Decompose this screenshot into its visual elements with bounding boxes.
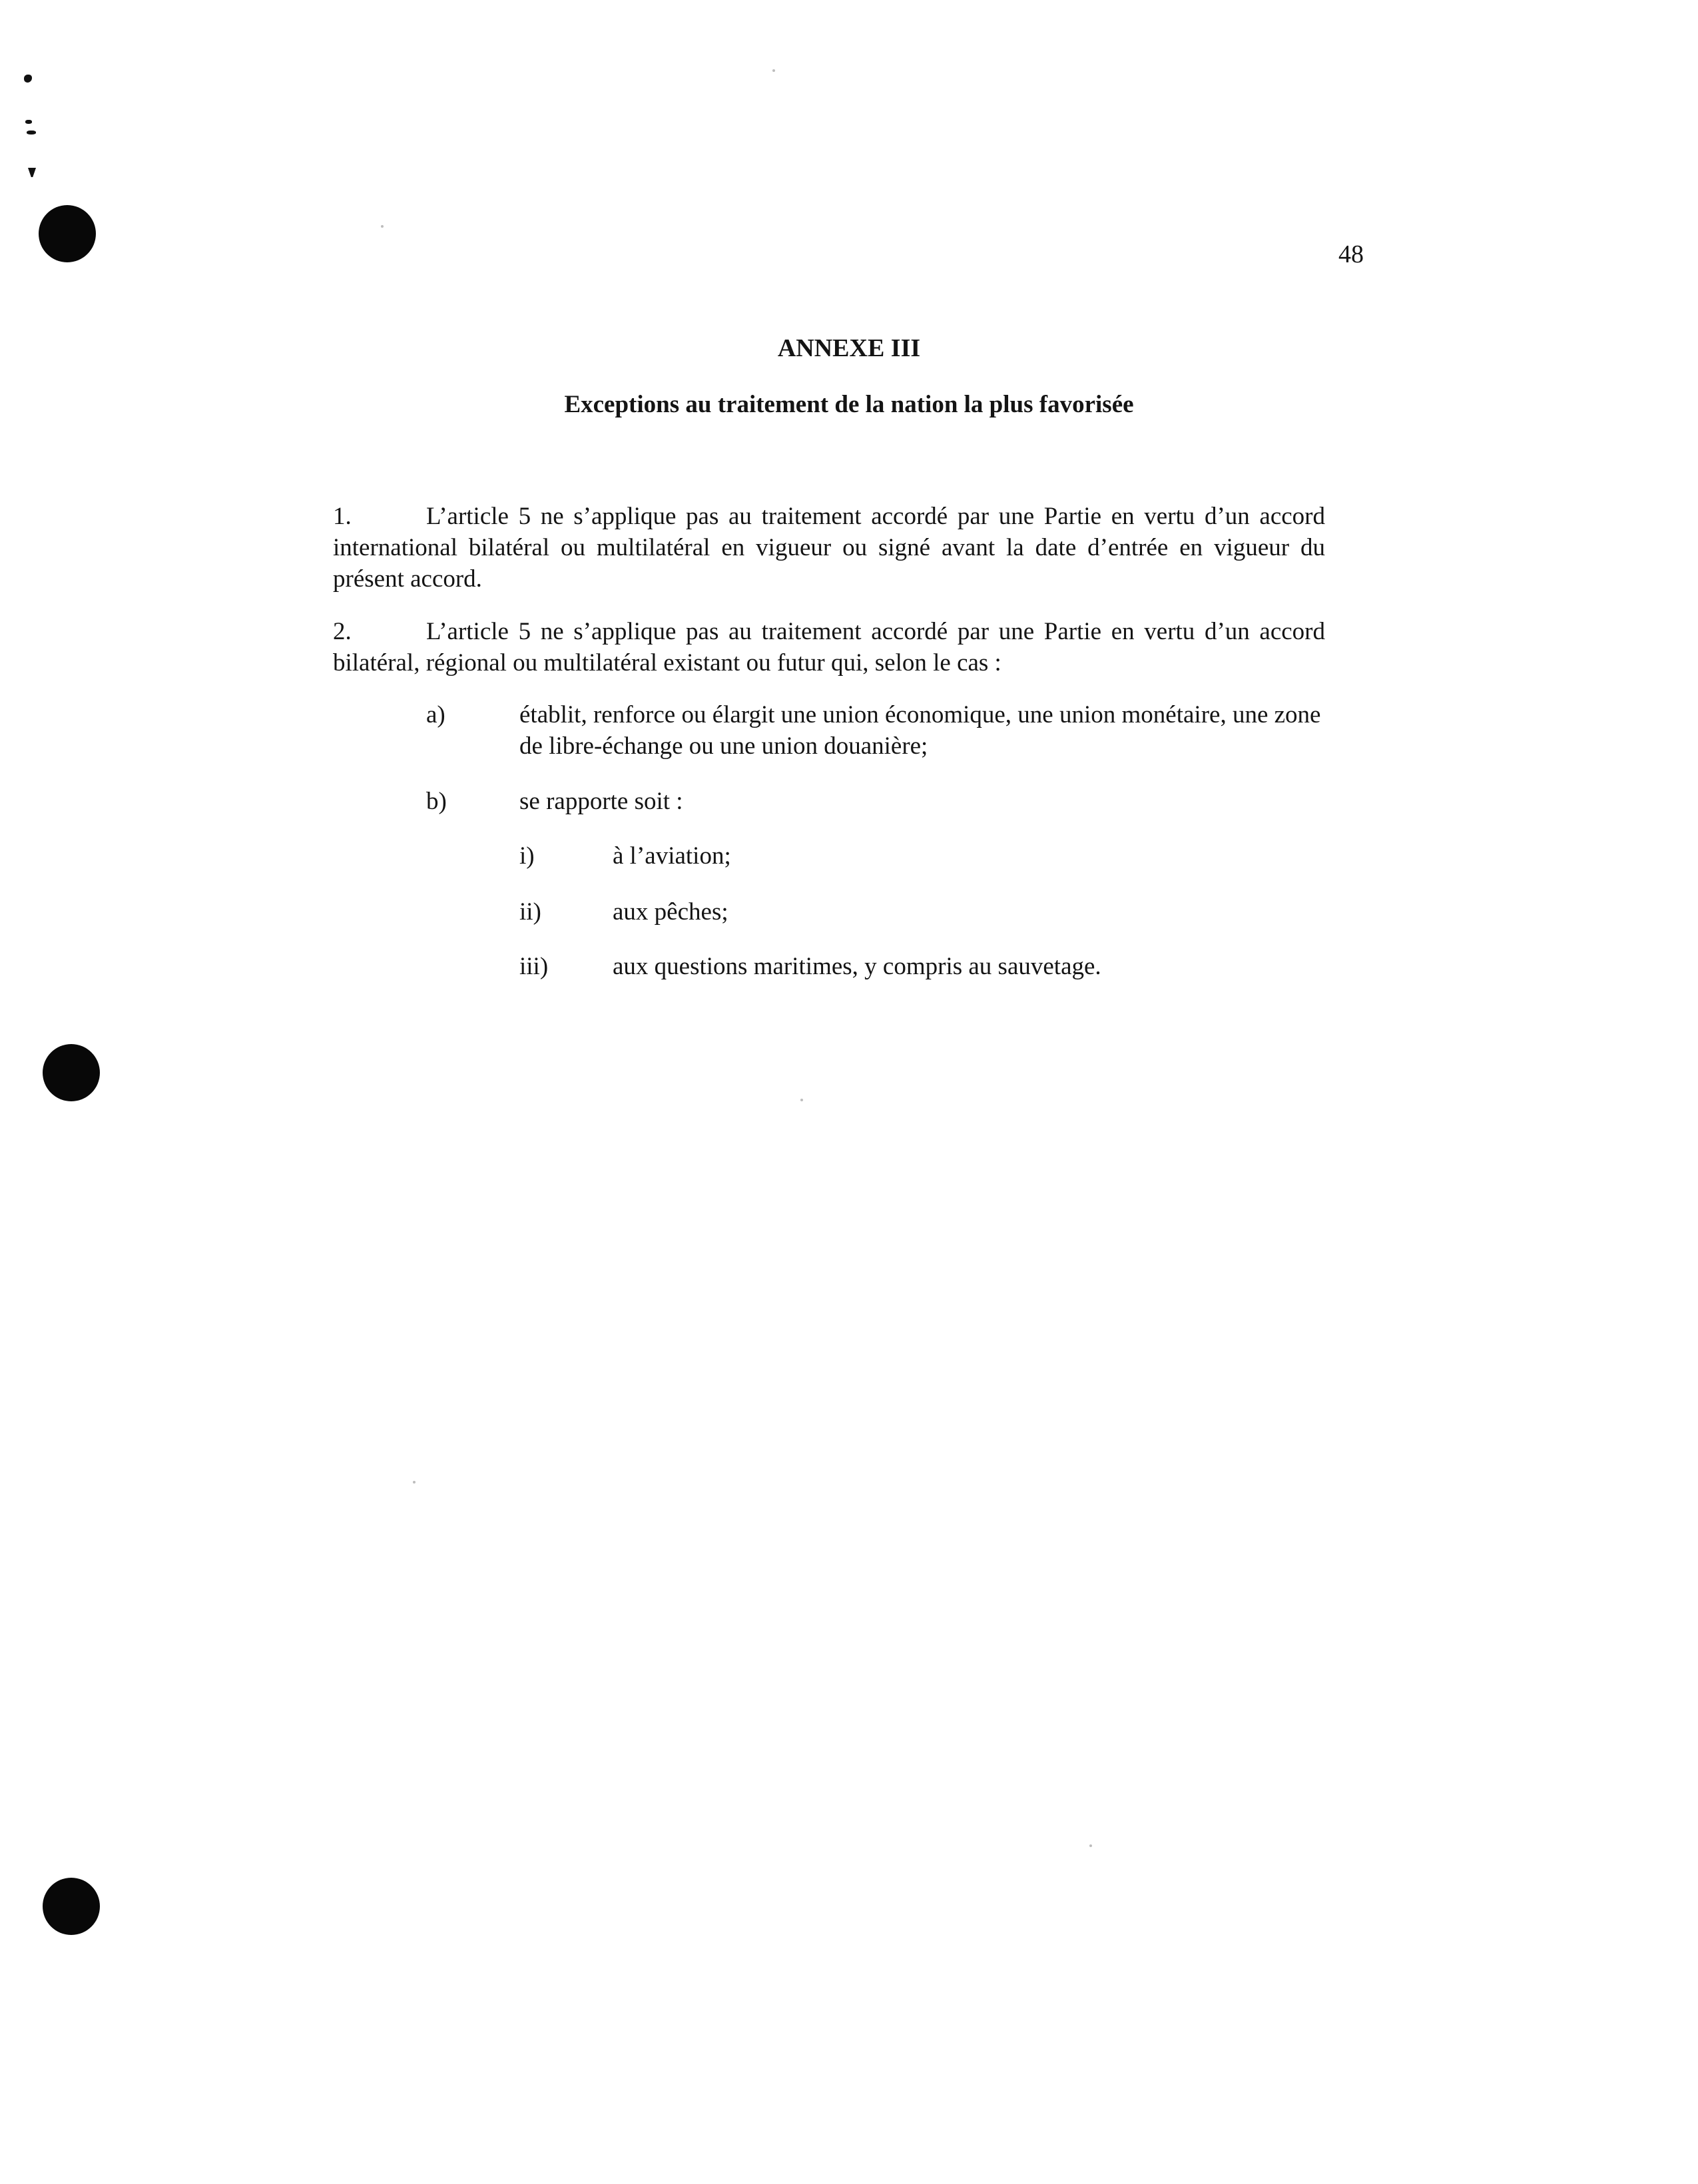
punch-hole [43, 1044, 100, 1101]
paragraph [333, 616, 1325, 679]
scan-mark [28, 168, 36, 177]
paragraph-number: 1. [333, 503, 352, 530]
scan-speck [381, 225, 384, 228]
sub-list-item-text: aux questions maritimes, y compris au sauvetage. [613, 953, 1101, 980]
annex-title: ANNEXE III [777, 334, 921, 362]
list-item-label: b) [426, 788, 447, 815]
sub-list-item-label: iii) [519, 953, 549, 980]
paragraph [333, 501, 1325, 595]
sub-list-item-text: aux pêches; [613, 898, 728, 926]
sub-list-item-text: à l’aviation; [613, 842, 731, 870]
sub-list-item-label: ii) [519, 898, 541, 926]
list-item-text: établit, renforce ou élargit une union économique, une union monétaire, une zone de libre-échange ou une union douanière; [519, 701, 1321, 760]
punch-hole [43, 1878, 100, 1935]
punch-hole [39, 205, 96, 262]
scan-speck [1089, 1844, 1092, 1847]
paragraph-number: 2. [333, 618, 352, 645]
scan-mark [25, 120, 32, 124]
list-item-text: se rapporte soit : [519, 788, 683, 815]
scan-speck [413, 1481, 416, 1484]
scan-mark [24, 75, 32, 83]
scan-mark [27, 131, 36, 135]
page-number: 48 [1338, 240, 1364, 268]
paragraph-text: L’article 5 ne s’applique pas au traitement accordé par une Partie en vertu d’un accord international bilatéral ou multilatéral en vigueur ou signé avant la date d’entrée en vigueur du présent accord. [333, 503, 1325, 593]
annex-subtitle: Exceptions au traitement de la nation la plus favorisée [564, 391, 1134, 418]
scan-speck [800, 1099, 803, 1101]
scan-speck [772, 69, 775, 72]
sub-list-item-label: i) [519, 842, 535, 870]
paragraph-text: L’article 5 ne s’applique pas au traitement accordé par une Partie en vertu d’un accord bilatéral, régional ou multilatéral existant ou futur qui, selon le cas : [333, 618, 1325, 677]
list-item-label: a) [426, 701, 445, 728]
